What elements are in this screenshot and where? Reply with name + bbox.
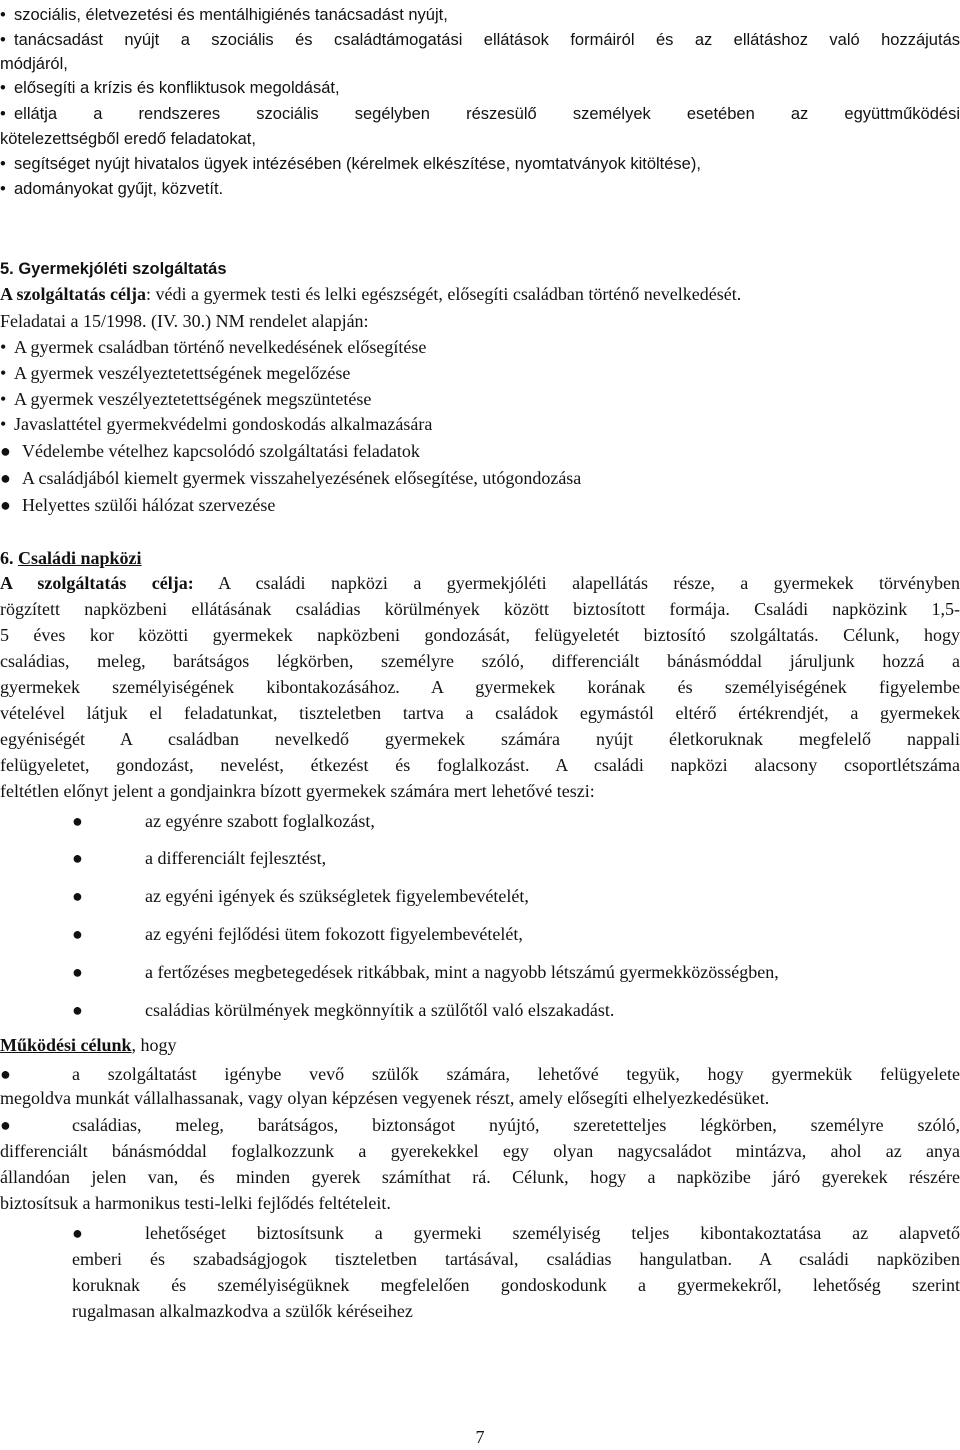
list-item: ● Védelembe vételhez kapcsolódó szolgáltatási feladatok (0, 438, 960, 464)
bullet-icon: ● (72, 848, 83, 868)
bullet-icon: • (0, 389, 7, 409)
bullet-icon: • (0, 6, 6, 24)
bullet-icon: ● (0, 1115, 11, 1135)
bullet-icon: ● (72, 924, 83, 944)
list-item: ● Helyettes szülői hálózat szervezése (0, 492, 960, 518)
list-item: • tanácsadást nyújt a szociális és családtámogatási ellátások formáiról és az ellátáshoz való hozzájutás (0, 27, 960, 53)
bullet-icon: ● (72, 811, 83, 831)
list-item: • A gyermek veszélyeztetettségének megszüntetése (0, 386, 960, 412)
bullet-icon: • (0, 31, 6, 49)
bullet-icon: ● (0, 1064, 11, 1084)
list-item: ● az egyénre szabott foglalkozást, (72, 808, 960, 834)
list-item: • A gyermek családban történő nevelkedésének elősegítése (0, 334, 960, 360)
paragraph-line: feltétlen előnyt jelent a gondjainkra bízott gyermekek számára mert lehetővé teszi: (0, 781, 595, 801)
paragraph-line: családias, meleg, barátságos légkörben, személyre szóló, differenciált bánásmóddal járuljunk hozzá a (0, 651, 960, 671)
list-item: ● lehetőséget biztosítsunk a gyermeki személyiség teljes kibontakoztatása az alapvető (72, 1220, 960, 1246)
bullet-icon: • (0, 79, 6, 97)
paragraph-line: gyermekek személyiségének kibontakozásához. A gyermekek korának és személyiségének figyelembe (0, 677, 960, 697)
paragraph-line: 5 éves kor közötti gyermekek napközbeni gondozását, felügyeletét biztosító szolgáltatás. Célunk, hogy (0, 625, 960, 645)
list-item: • A gyermek veszélyeztetettségének megelőzése (0, 360, 960, 386)
list-item-continuation: módjáról, (0, 55, 68, 73)
list-item: ● családias, meleg, barátságos, biztonságot nyújtó, szeretetteljes légkörben, személyre szóló, (0, 1112, 960, 1138)
bullet-icon: • (0, 155, 6, 173)
list-item: • segítséget nyújt hivatalos ügyek intézésében (kérelmek elkészítése, nyomtatványok kitöltése), (0, 151, 960, 177)
list-item: ● családias körülmények megkönnyítik a szülőtől való elszakadást. (72, 997, 960, 1023)
paragraph-line: egyéniségét A családban nevelkedő gyermekek számára nyújt életkoruknak megfelelő nappali (0, 729, 960, 749)
paragraph-line: A szolgáltatás célja: védi a gyermek testi és lelki egészségét, elősegíti családban történő nevelkedését. (0, 284, 742, 304)
paragraph-line: felügyeletet, gondozást, nevelést, étkezést és foglalkozást. A családi napközi alacsony csoportlétszáma (0, 755, 960, 775)
paragraph-line: emberi és szabadságjogok tiszteletben tartásával, családias hangulatban. A családi napköziben (72, 1249, 960, 1269)
list-item: ● a fertőzéses megbetegedések ritkábbak, mint a nagyobb létszámú gyermekközösségben, (72, 959, 960, 985)
list-item: ● a differenciált fejlesztést, (72, 845, 960, 871)
paragraph-line: Működési célunk, hogy (0, 1035, 177, 1055)
paragraph-line: rugalmasan alkalmazkodva a szülők kéréseihez (72, 1301, 413, 1321)
bullet-icon: ● (0, 441, 11, 461)
bullet-icon: ● (72, 962, 83, 982)
list-item-continuation: kötelezettségből eredő feladatokat, (0, 130, 256, 148)
paragraph-line: biztosítsuk a harmonikus testi-lelki fejlődés feltételeit. (0, 1193, 391, 1213)
paragraph-line: differenciált bánásmóddal foglalkozzunk a gyerekekkel egy olyan nagycsaládot mintázva, ahol az anya (0, 1141, 960, 1161)
bullet-icon: ● (72, 1223, 83, 1243)
paragraph-line: vételével látjuk el feladatunkat, tiszteletben tartva a családok egymástól eltérő értékrendjét, a gyermekek (0, 703, 960, 723)
list-item: ● az egyéni igények és szükségletek figyelembevételét, (72, 883, 960, 909)
bullet-icon: ● (0, 495, 11, 515)
bullet-icon: ● (72, 1000, 83, 1020)
page-number: 7 (475, 1427, 485, 1447)
list-item: • adományokat gyűjt, közvetít. (0, 176, 960, 202)
paragraph-line: Feladatai a 15/1998. (IV. 30.) NM rendelet alapján: (0, 311, 369, 331)
section-heading: 6. Családi napközi (0, 548, 142, 568)
list-item: • szociális, életvezetési és mentálhigiénés tanácsadást nyújt, (0, 2, 960, 28)
bullet-icon: • (0, 180, 6, 198)
bullet-icon: ● (0, 468, 11, 488)
list-item: • elősegíti a krízis és konfliktusok megoldását, (0, 75, 960, 101)
paragraph-line: rögzített napközbeni ellátásának családias körülmények között biztosított formája. Családi napközink 1,5- (0, 599, 960, 619)
bullet-icon: • (0, 363, 7, 383)
section-heading: 5. Gyermekjóléti szolgáltatás (0, 260, 227, 278)
bullet-icon: • (0, 414, 7, 434)
list-item: ● a szolgáltatást igénybe vevő szülők számára, lehetővé tegyük, hogy gyermekük felügyelete (0, 1061, 960, 1087)
bullet-icon: ● (72, 886, 83, 906)
paragraph-line: koruknak és személyiségüknek megfelelően gondoskodunk a gyermekekről, lehetőség szerint (72, 1275, 960, 1295)
paragraph-line: A szolgáltatás célja: A családi napközi a gyermekjóléti alapellátás része, a gyermekek törvényben (0, 573, 960, 593)
bullet-icon: • (0, 337, 7, 357)
list-item: • Javaslattétel gyermekvédelmi gondoskodás alkalmazására (0, 411, 960, 437)
list-item: ● az egyéni fejlődési ütem fokozott figyelembevételét, (72, 921, 960, 947)
paragraph-line: megoldva munkát vállalhassanak, vagy olyan képzésen vegyenek részt, amely elősegíti elhelyezkedésüket. (0, 1088, 770, 1108)
list-item: ● A családjából kiemelt gyermek visszahelyezésének elősegítése, utógondozása (0, 465, 960, 491)
paragraph-line: állandóan jelen van, és minden gyerek számíthat rá. Célunk, hogy a napközibe járó gyerekek részére (0, 1167, 960, 1187)
bullet-icon: • (0, 105, 6, 123)
list-item: • ellátja a rendszeres szociális segélyben részesülő személyek esetében az együttműködési (0, 101, 960, 127)
